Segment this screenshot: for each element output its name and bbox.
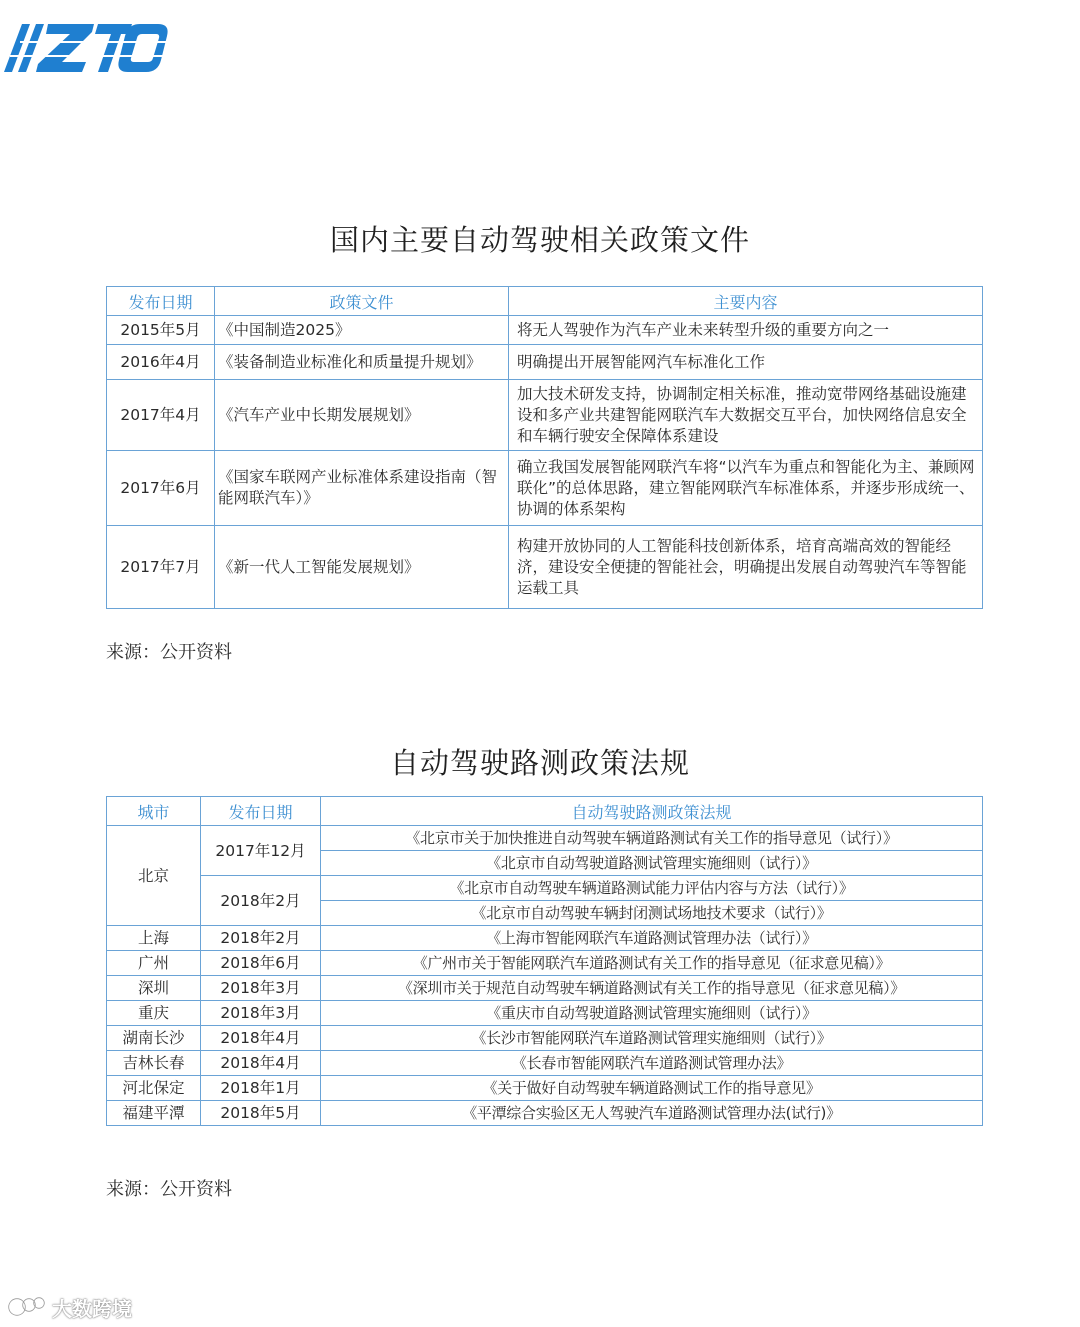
row-regulation: 《长春市智能网联汽车道路测试管理办法》 [321,1051,983,1076]
row-date: 2015年5月 [107,316,215,345]
table-row [107,926,983,951]
row-content: 加大技术研发支持，协调制定相关标准，推动宽带网络基础设施建设和多产业共建智能网联汽车大数据交互平台，加快网络信息安全和车辆行驶安全保障体系建设 [509,380,983,451]
table-row [107,1101,983,1126]
row-city: 吉林长春 [107,1051,201,1076]
row-regulation: 《北京市自动驾驶车辆道路测试能力评估内容与方法（试行）》 [321,876,983,901]
row-document: 《国家车联网产业标准体系建设指南（智能网联汽车）》 [215,451,509,526]
row-regulation: 《北京市自动驾驶道路测试管理实施细则（试行）》 [321,851,983,876]
row-regulation: 《北京市关于加快推进自动驾驶车辆道路测试有关工作的指导意见（试行）》 [321,826,983,851]
row-date: 2018年3月 [201,976,321,1001]
table-row [107,876,983,901]
row-date: 2017年7月 [107,526,215,609]
row-regulation: 《深圳市关于规范自动驾驶车辆道路测试有关工作的指导意见（征求意见稿）》 [321,976,983,1001]
row-city: 河北保定 [107,1076,201,1101]
table-row [107,826,983,851]
table-row [107,345,983,380]
row-content: 明确提出开展智能网汽车标准化工作 [509,345,983,380]
row-date: 2016年4月 [107,345,215,380]
row-document: 《汽车产业中长期发展规划》 [215,380,509,451]
row-content: 确立我国发展智能网联汽车将“以汽车为重点和智能化为主、兼顾网联化”的总体思路，建立智能网联汽车标准体系，并逐步形成统一、协调的体系架构 [509,451,983,526]
column-header-city: 城市 [107,797,201,826]
row-city: 湖南长沙 [107,1026,201,1051]
row-regulation: 《关于做好自动驾驶车辆道路测试工作的指导意见》 [321,1076,983,1101]
watermark-logo-icon [8,1295,48,1319]
row-regulation: 《重庆市自动驾驶道路测试管理实施细则（试行）》 [321,1001,983,1026]
row-date: 2018年4月 [201,1051,321,1076]
row-regulation: 《长沙市智能网联汽车道路测试管理实施细则（试行）》 [321,1026,983,1051]
row-city: 上海 [107,926,201,951]
table1-source-note: 来源：公开资料 [106,642,232,663]
row-city: 福建平潭 [107,1101,201,1126]
row-regulation: 《北京市自动驾驶车辆封闭测试场地技术要求（试行）》 [321,901,983,926]
watermark [8,1292,132,1322]
table-row [107,976,983,1001]
row-date: 2018年3月 [201,1001,321,1026]
table-header-row [107,287,983,316]
table1-title: 国内主要自动驾驶相关政策文件 [329,223,750,257]
row-date: 2018年6月 [201,951,321,976]
row-city: 深圳 [107,976,201,1001]
row-regulation: 《平潭综合实验区无人驾驶汽车道路测试管理办法(试行)》 [321,1101,983,1126]
table2-source-note: 来源：公开资料 [106,1179,232,1200]
row-date: 2018年4月 [201,1026,321,1051]
policy-documents-table [106,286,983,609]
row-date: 2017年6月 [107,451,215,526]
column-header-date: 发布日期 [107,287,215,316]
table-row [107,380,983,451]
road-test-regulations-table [106,796,983,1126]
row-date: 2018年5月 [201,1101,321,1126]
row-content: 将无人驾驶作为汽车产业未来转型升级的重要方向之一 [509,316,983,345]
row-document: 《中国制造2025》 [215,316,509,345]
table2-title: 自动驾驶路测政策法规 [389,746,690,780]
row-date: 2018年1月 [201,1076,321,1101]
row-document: 《新一代人工智能发展规划》 [215,526,509,609]
row-city: 重庆 [107,1001,201,1026]
row-regulation: 《广州市关于智能网联汽车道路测试有关工作的指导意见（征求意见稿）》 [321,951,983,976]
row-document: 《装备制造业标准化和质量提升规划》 [215,345,509,380]
column-header-document: 政策文件 [215,287,509,316]
row-content: 构建开放协同的人工智能科技创新体系，培育高端高效的智能经济，建设安全便捷的智能社会，明确提出发展自动驾驶汽车等智能运载工具 [509,526,983,609]
row-city: 广州 [107,951,201,976]
table-row [107,1076,983,1101]
column-header-date: 发布日期 [201,797,321,826]
table-row [107,951,983,976]
table-row [107,526,983,609]
row-date: 2017年4月 [107,380,215,451]
table-row [107,451,983,526]
watermark-text: 大数跨境 [52,1296,132,1321]
zto-logo [0,22,170,74]
table-row [107,1051,983,1076]
row-date: 2017年12月 [201,826,321,876]
row-date: 2018年2月 [201,876,321,926]
table-row [107,1001,983,1026]
row-regulation: 《上海市智能网联汽车道路测试管理办法（试行）》 [321,926,983,951]
table-row [107,1026,983,1051]
table-row [107,316,983,345]
column-header-regulation: 自动驾驶路测政策法规 [321,797,983,826]
table-header-row [107,797,983,826]
row-city: 北京 [107,826,201,926]
row-date: 2018年2月 [201,926,321,951]
column-header-content: 主要内容 [509,287,983,316]
